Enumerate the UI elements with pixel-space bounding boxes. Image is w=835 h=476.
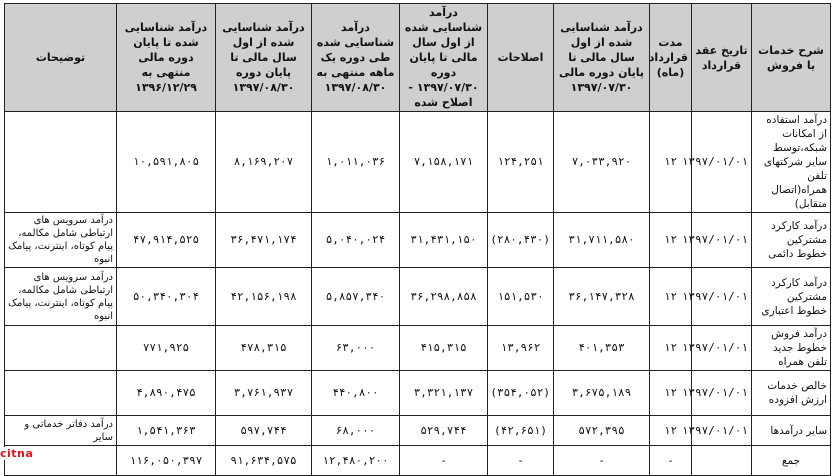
cell-adjustments: (۲۸۰,۴۳۰) [488, 213, 554, 268]
cell-adjustments: ۱۵۱,۵۳۰ [488, 268, 554, 326]
cell-contract-period: ۱۲ [650, 371, 692, 416]
cell-adjustments: ۱۲۴,۲۵۱ [488, 112, 554, 213]
cell-revenue-prev-year: ۴۷,۹۱۴,۵۲۵ [117, 213, 216, 268]
header-row [5, 4, 831, 112]
total-revenue-adjusted: - [400, 446, 488, 476]
cell-revenue-prev-year: ۵۰,۳۴۰,۳۰۴ [117, 268, 216, 326]
cell-service: خالص خدمات ارزش افزوده [752, 371, 831, 416]
cell-revenue-one-month: ۶۸,۰۰۰ [312, 416, 400, 446]
total-contract-period: - [650, 446, 692, 476]
total-contract-date [692, 446, 752, 476]
header-revenue-adjusted: درآمد شناسایی شده از اول سال مالی تا پایان دوره ۱۳۹۷/۰۷/۳۰ - اصلاح شده [400, 4, 488, 112]
table-row [5, 371, 831, 416]
total-revenue-start-to-period: - [554, 446, 650, 476]
cell-contract-period: ۱۲ [650, 268, 692, 326]
revenue-table [4, 3, 831, 476]
cell-adjustments: (۴۲,۶۵۱) [488, 416, 554, 446]
cell-notes: درآمد سرویس های ارتباطی شامل مکالمه، پیام کوتاه، اینترنت، پیامک انبوه [5, 268, 117, 326]
cell-contract-date: ۱۳۹۷/۰۱/۰۱ [692, 326, 752, 371]
table-row [5, 213, 831, 268]
cell-revenue-adjusted: ۵۲۹,۷۴۴ [400, 416, 488, 446]
cell-revenue-adjusted: ۴۱۵,۳۱۵ [400, 326, 488, 371]
cell-contract-date: ۱۳۹۷/۰۱/۰۱ [692, 268, 752, 326]
cell-revenue-adjusted: ۳,۳۲۱,۱۳۷ [400, 371, 488, 416]
table-row [5, 268, 831, 326]
total-row [5, 446, 831, 476]
cell-adjustments: (۳۵۴,۰۵۲) [488, 371, 554, 416]
header-contract-date: تاریخ عقد قرارداد [692, 4, 752, 112]
cell-revenue-start-to-period: ۳۶,۱۴۷,۳۲۸ [554, 268, 650, 326]
cell-revenue-prev-year: ۷۷۱,۹۲۵ [117, 326, 216, 371]
cell-contract-date: ۱۳۹۷/۰۱/۰۱ [692, 371, 752, 416]
cell-revenue-one-month: ۶۳,۰۰۰ [312, 326, 400, 371]
cell-revenue-to-0830: ۴۲,۱۵۶,۱۹۸ [216, 268, 312, 326]
header-notes: توضیحات [5, 4, 117, 112]
cell-revenue-to-0830: ۴۷۸,۳۱۵ [216, 326, 312, 371]
cell-revenue-adjusted: ۳۶,۲۹۸,۸۵۸ [400, 268, 488, 326]
cell-contract-date: ۱۳۹۷/۰۱/۰۱ [692, 112, 752, 213]
header-revenue-to-0830: درآمد شناسایی شده از اول سال مالی تا پایان دوره ۱۳۹۷/۰۸/۳۰ [216, 4, 312, 112]
cell-revenue-adjusted: ۷,۱۵۸,۱۷۱ [400, 112, 488, 213]
header-revenue-one-month: درآمد شناسایی شده طی دوره یک ماهه منتهی به ۱۳۹۷/۰۸/۳۰ [312, 4, 400, 112]
cell-notes: درآمد سرویس های ارتباطی شامل مکالمه، پیام کوتاه، اینترنت، پیامک انبوه [5, 213, 117, 268]
header-service: شرح خدمات یا فروش [752, 4, 831, 112]
cell-revenue-start-to-period: ۳۱,۷۱۱,۵۸۰ [554, 213, 650, 268]
cell-revenue-one-month: ۱,۰۱۱,۰۳۶ [312, 112, 400, 213]
cell-revenue-to-0830: ۳,۷۶۱,۹۳۷ [216, 371, 312, 416]
cell-contract-date: ۱۳۹۷/۰۱/۰۱ [692, 416, 752, 446]
cell-revenue-one-month: ۵,۰۴۰,۰۲۴ [312, 213, 400, 268]
cell-contract-period: ۱۲ [650, 326, 692, 371]
total-revenue-one-month: ۱۲,۴۸۰,۲۰۰ [312, 446, 400, 476]
total-label: جمع [752, 446, 831, 476]
header-contract-period: مدت قرارداد (ماه) [650, 4, 692, 112]
cell-revenue-start-to-period: ۳,۶۷۵,۱۸۹ [554, 371, 650, 416]
total-revenue-prev-year: ۱۱۶,۰۵۰,۳۹۷ [117, 446, 216, 476]
cell-revenue-prev-year: ۱,۵۴۱,۳۶۳ [117, 416, 216, 446]
cell-service: درآمد کارکرد مشترکین خطوط اعتباری [752, 268, 831, 326]
cell-service: درآمد استفاده از امکانات شبکه،توسط سایر شرکتهای تلفن همراه(اتصال متقابل) [752, 112, 831, 213]
citna-logo: citna [0, 447, 44, 460]
header-adjustments: اصلاحات [488, 4, 554, 112]
table-row [5, 326, 831, 371]
cell-revenue-start-to-period: ۷,۰۳۳,۹۲۰ [554, 112, 650, 213]
cell-contract-date: ۱۳۹۷/۰۱/۰۱ [692, 213, 752, 268]
header-revenue-prev-year: درآمد شناسایی شده تا پایان دوره مالی منتهی به ۱۳۹۶/۱۲/۲۹ [117, 4, 216, 112]
cell-revenue-prev-year: ۱۰,۵۹۱,۸۰۵ [117, 112, 216, 213]
total-revenue-to-0830: ۹۱,۶۳۴,۵۷۵ [216, 446, 312, 476]
cell-notes [5, 112, 117, 213]
cell-service: درآمد کارکرد مشترکین خطوط دائمی [752, 213, 831, 268]
cell-revenue-to-0830: ۳۶,۴۷۱,۱۷۴ [216, 213, 312, 268]
cell-adjustments: ۱۳,۹۶۲ [488, 326, 554, 371]
cell-revenue-start-to-period: ۴۰۱,۳۵۳ [554, 326, 650, 371]
cell-revenue-to-0830: ۸,۱۶۹,۲۰۷ [216, 112, 312, 213]
cell-revenue-prev-year: ۴,۸۹۰,۴۷۵ [117, 371, 216, 416]
cell-contract-period: ۱۲ [650, 416, 692, 446]
table-row [5, 112, 831, 213]
cell-revenue-adjusted: ۳۱,۴۳۱,۱۵۰ [400, 213, 488, 268]
total-adjustments: - [488, 446, 554, 476]
cell-notes: درآمد دفاتر خدماتی و سایر [5, 416, 117, 446]
cell-notes [5, 371, 117, 416]
cell-service: درآمد فروش خطوط جدید تلفن همراه [752, 326, 831, 371]
cell-revenue-one-month: ۴۴۰,۸۰۰ [312, 371, 400, 416]
table-row [5, 416, 831, 446]
cell-revenue-to-0830: ۵۹۷,۷۴۴ [216, 416, 312, 446]
header-revenue-start-to-period: درآمد شناسایی شده از اول سال مالی تا پایان دوره مالی ۱۳۹۷/۰۷/۳۰ [554, 4, 650, 112]
cell-revenue-start-to-period: ۵۷۲,۳۹۵ [554, 416, 650, 446]
cell-notes [5, 326, 117, 371]
cell-service: سایر درآمدها [752, 416, 831, 446]
cell-contract-period: ۱۲ [650, 213, 692, 268]
cell-revenue-one-month: ۵,۸۵۷,۳۴۰ [312, 268, 400, 326]
cell-contract-period: ۱۲ [650, 112, 692, 213]
